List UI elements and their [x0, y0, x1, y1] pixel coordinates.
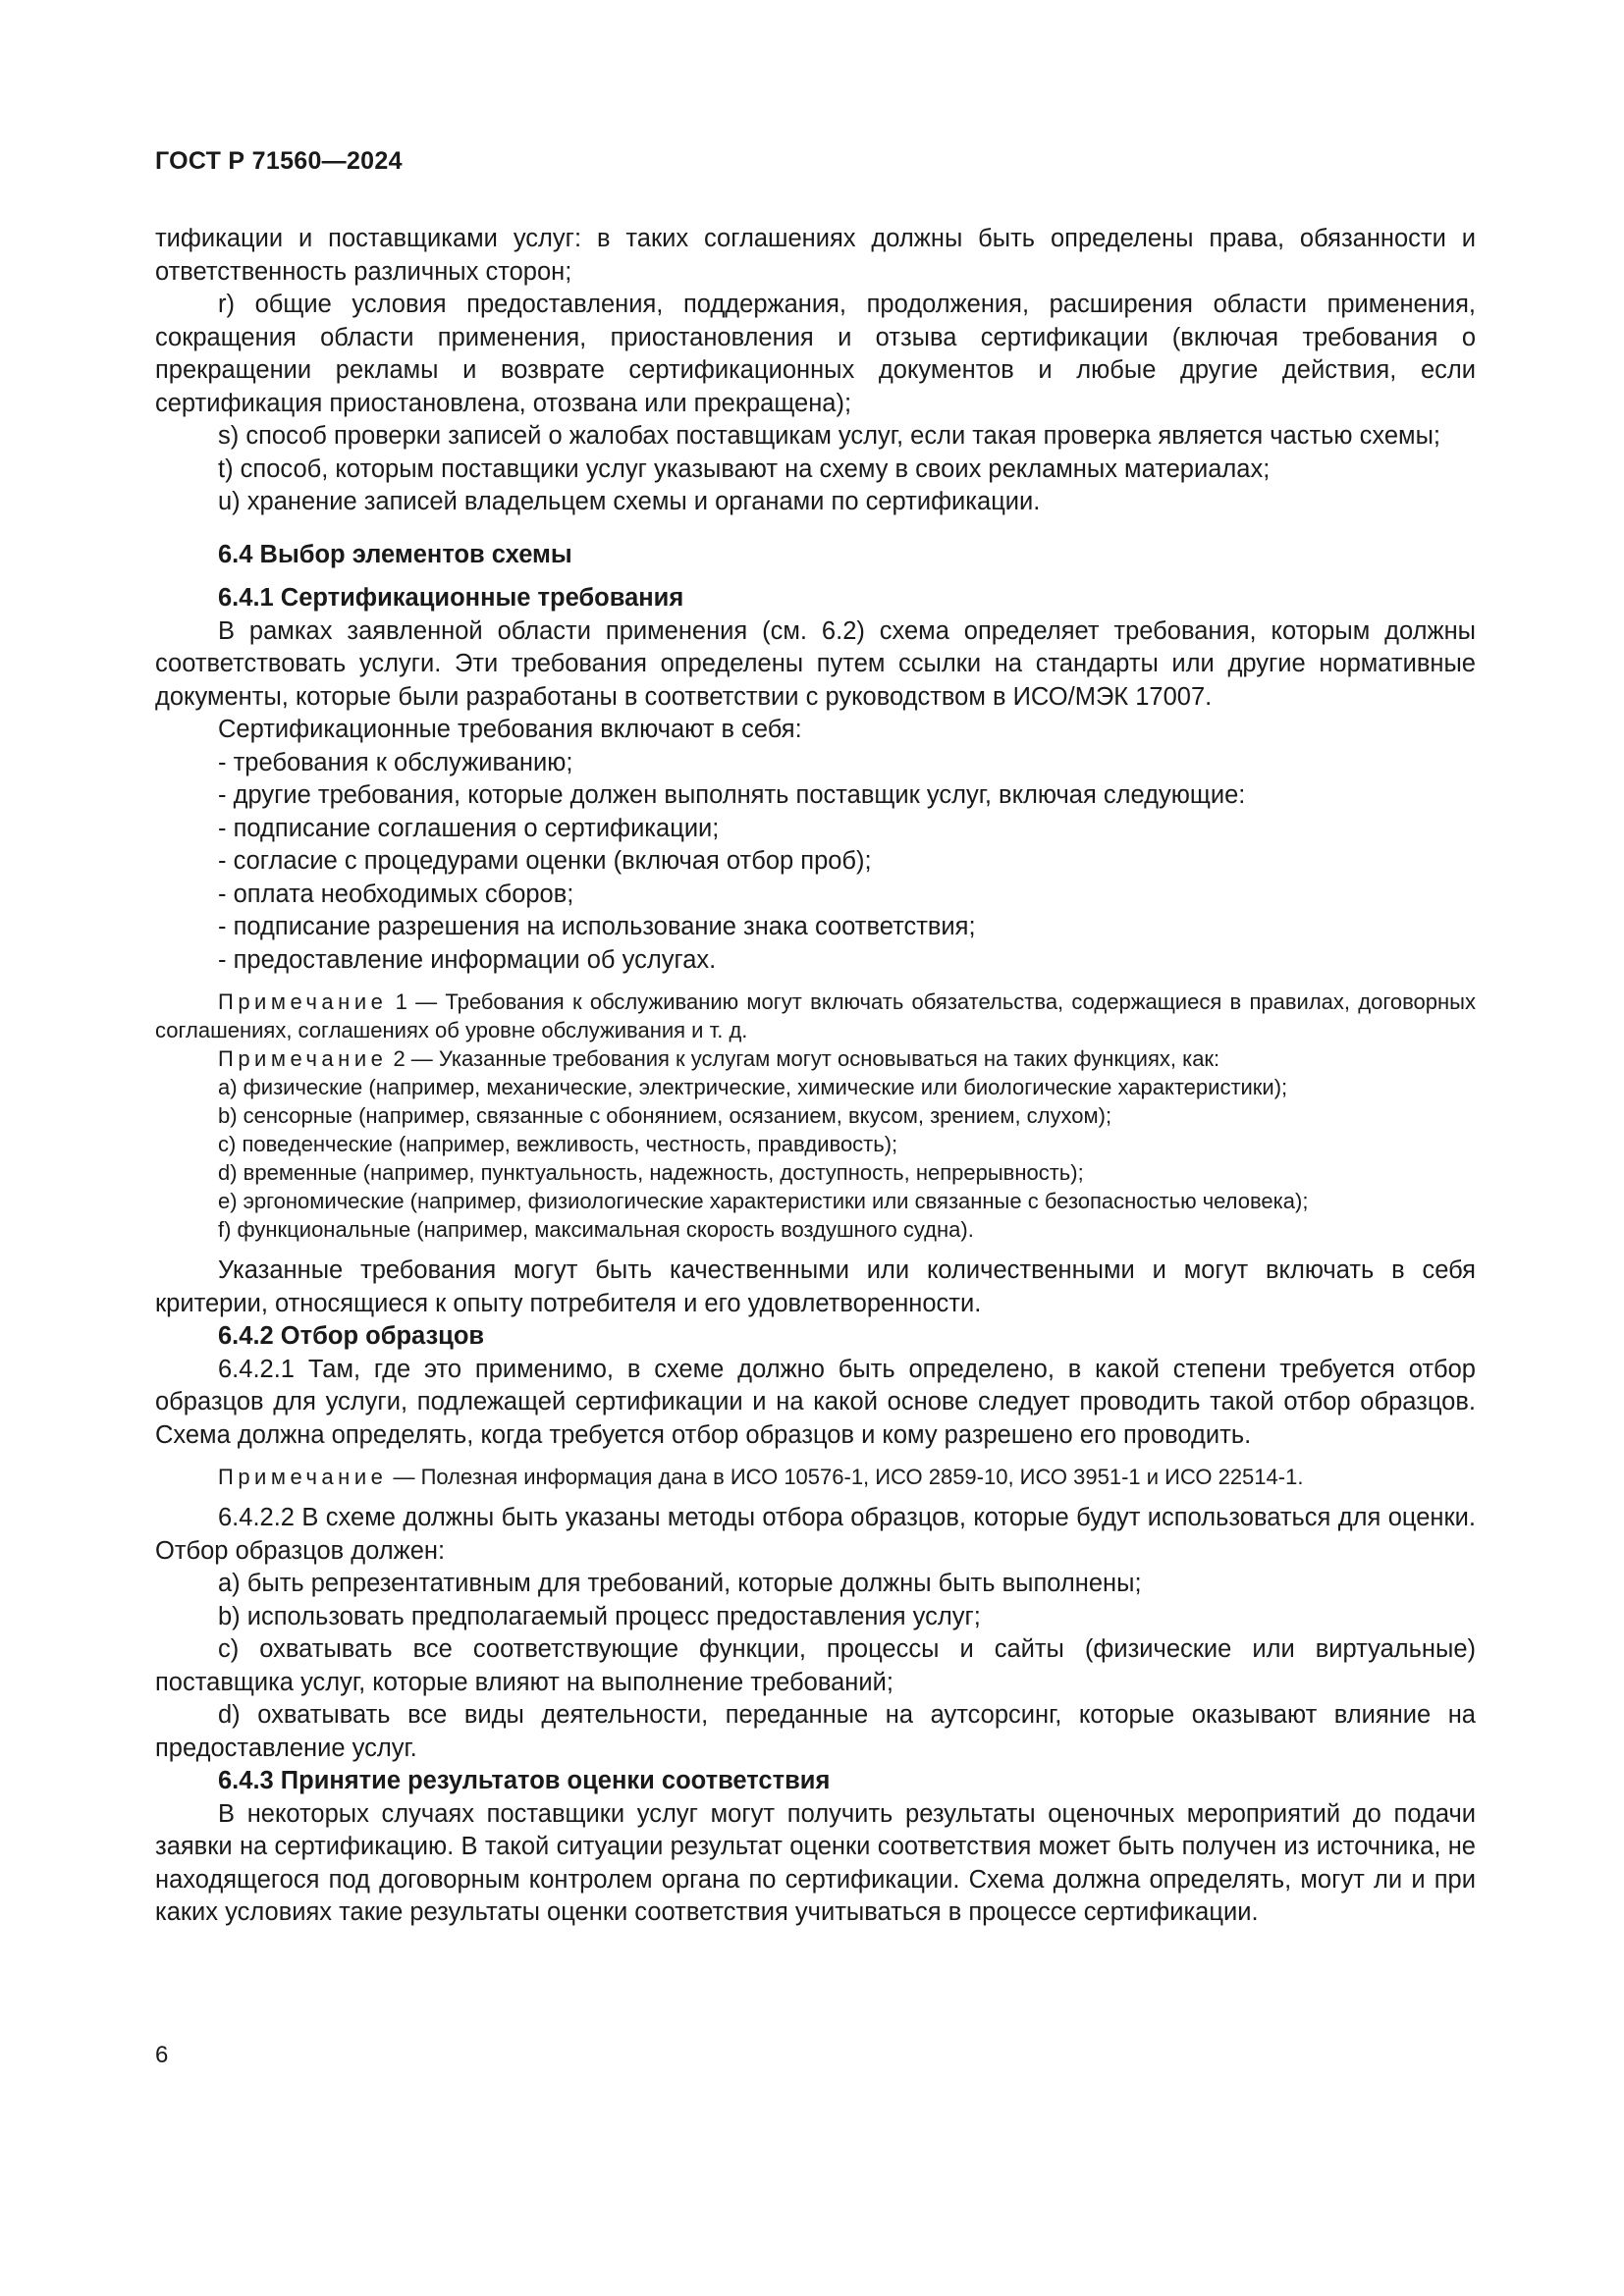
dash-item: - согласие с процедурами оценки (включая отбор проб); — [218, 847, 872, 875]
note-1 — [155, 988, 1476, 1044]
document-header: ГОСТ Р 71560—2024 — [155, 147, 403, 175]
sampling-item: d) охватывать все виды деятельности, переданные на аутсорсинг, которые оказывают влияние на предоставление услуг. — [155, 1701, 1476, 1762]
paragraph-requirements-quality: Указанные требования могут быть качественными или количественными и могут включать в себя критерии, относящиеся к опыту потребителя и его удовлетворенности. — [155, 1256, 1476, 1317]
note-2-item: a) физические (например, механические, электрические, химические или биологические характеристики); — [218, 1075, 1288, 1099]
note-2-item: f) функциональные (например, максимальная скорость воздушного судна). — [218, 1217, 974, 1242]
dash-item: - предоставление информации об услугах. — [218, 945, 717, 974]
page-number: 6 — [155, 2042, 169, 2068]
paragraph-6-4-2-1: 6.4.2.1 Там, где это применимо, в схеме должно быть определено, в какой степени требуется отбор образцов для услуги, подлежащей сертификации и на какой основе следует проводить такой отбор образцов. Схема должна определять, когда требуется отбор образцов и кому разрешено его проводить. — [155, 1355, 1476, 1449]
subsection-heading-6-4-2: 6.4.2 Отбор образцов — [218, 1322, 485, 1350]
note-3 — [155, 1463, 1476, 1491]
paragraph-6-4-1-includes: Сертификационные требования включают в себя: — [218, 716, 802, 743]
list-item-t: t) способ, которым поставщики услуг указывают на схему в своих рекламных материалах; — [218, 454, 1271, 483]
note-2 — [155, 1044, 1476, 1073]
sampling-item: c) охватывать все соответствующие функции, процессы и сайты (физические или виртуальные) поставщика услуг, которые влияют на выполнение требований; — [155, 1635, 1476, 1696]
sampling-item: a) быть репрезентативным для требований, которые должны быть выполнены; — [218, 1570, 1142, 1597]
note-label: Примечание — [218, 989, 388, 1014]
subsection-heading-6-4-1: 6.4.1 Сертификационные требования — [218, 584, 684, 612]
dash-item: - подписание соглашения о сертификации; — [218, 814, 720, 842]
dash-item: - требования к обслуживанию; — [218, 748, 573, 776]
subsection-heading-6-4-3: 6.4.3 Принятие результатов оценки соответствия — [218, 1767, 831, 1794]
note-text: — Полезная информация дана в ИСО 10576-1, ИСО 2859-10, ИСО 3951-1 и ИСО 22514-1. — [387, 1465, 1304, 1489]
paragraph-6-4-3: В некоторых случаях поставщики услуг могут получить результаты оценочных мероприятий до подачи заявки на сертификацию. В такой ситуации результат оценки соответствия может быть получен из источника, не находящегося под договорным контролем органа по сертификации. Схема должна определять, могут ли и при каких условиях такие результаты оценки соответствия учитываться в процессе сертификации. — [155, 1799, 1476, 1926]
note-text: 2 — Указанные требования к услугам могут основываться на таких функциях, как: — [387, 1046, 1220, 1071]
page-content — [155, 223, 1476, 1930]
dash-item: - другие требования, которые должен выполнять поставщик услуг, включая следующие: — [218, 781, 1246, 809]
note-2-item: d) временные (например, пунктуальность, надежность, доступность, непрерывность); — [218, 1160, 1084, 1185]
list-item-r: r) общие условия предоставления, поддержания, продолжения, расширения области применения, сокращения области применения, приостановления и отзыва сертификации (включая требования о прекращении рекламы и возврате сертификационных документов и любые другие действия, если сертификация приостановлена, отозвана или прекращена); — [155, 291, 1476, 417]
paragraph-continuation: тификации и поставщиками услуг: в таких соглашениях должны быть определены права, обязанности и ответственность различных сторон; — [155, 225, 1476, 286]
dash-item: - подписание разрешения на использование знака соответствия; — [218, 913, 976, 940]
note-label: Примечание — [218, 1465, 388, 1489]
dash-item: - оплата необходимых сборов; — [218, 880, 574, 908]
note-2-item: e) эргономические (например, физиологические характеристики или связанные с безопасностью человека); — [218, 1189, 1309, 1213]
note-2-item: c) поведенческие (например, вежливость, честность, правдивость); — [218, 1132, 898, 1156]
note-2-item: b) сенсорные (например, связанные с обонянием, осязанием, вкусом, зрением, слухом); — [218, 1103, 1112, 1128]
sampling-item: b) использовать предполагаемый процесс предоставления услуг; — [218, 1602, 981, 1630]
section-heading-6-4: 6.4 Выбор элементов схемы — [218, 540, 572, 568]
paragraph-6-4-1-scope: В рамках заявленной области применения (см. 6.2) схема определяет требования, которым должны соответствовать услуги. Эти требования определены путем ссылки на стандарты или другие нормативные документы, которые были разработаны в соответствии с руководством в ИСО/МЭК 17007. — [155, 616, 1476, 711]
note-label: Примечание — [218, 1046, 388, 1071]
list-item-s: s) способ проверки записей о жалобах поставщикам услуг, если такая проверка является частью схемы; — [218, 422, 1440, 450]
paragraph-6-4-2-2: 6.4.2.2 В схеме должны быть указаны методы отбора образцов, которые будут использоваться для оценки. Отбор образцов должен: — [155, 1504, 1476, 1565]
note-text: 1 — Требования к обслуживанию могут включать обязательства, содержащиеся в правилах, договорных соглашениях, соглашениях об уровне обслуживания и т. д. — [155, 989, 1476, 1042]
list-item-u: u) хранение записей владельцем схемы и органами по сертификации. — [218, 488, 1041, 515]
